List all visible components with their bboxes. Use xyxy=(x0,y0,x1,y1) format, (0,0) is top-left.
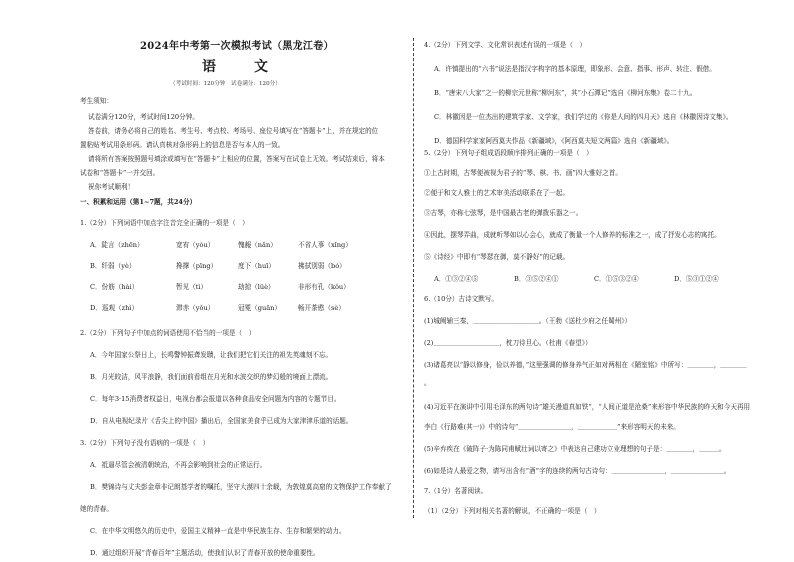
option-cell: 度下（huī） xyxy=(238,262,275,270)
option-cell: 愧赧（nǎn） xyxy=(238,241,277,249)
question-2-option: D．自从电视纪录片《舌尖上的中国》播出后，全国家美食乎已成为大家津津乐道的话题。 xyxy=(90,417,353,425)
question-5-sentence: ③古琴，亦称七弦琴，是中国最古老的弹拨乐器之一。 xyxy=(424,209,583,217)
option-cell: A．①③②④⑤ xyxy=(434,275,479,283)
question-7-sub: （1）（2分）下列对相关名著的解说，不正确的一项是（ ） xyxy=(424,507,601,515)
question-3-option: 她的青春。 xyxy=(80,505,113,513)
question-6-item: (3)诸葛亮以“静以修身，俭以养德，”这里强调的修身养气正如对两相在《陋室铭》中所写：＿＿＿＿，＿＿＿＿ xyxy=(424,361,747,369)
option-cell: 劫掠（lüè） xyxy=(238,283,275,291)
notice-line: 置粘贴考试用条形码。请认真核对条形码上的信息是否与本人的一致。 xyxy=(80,141,285,149)
option-cell: B．③⑤②④① xyxy=(514,275,559,283)
option-cell: 不省人事（xǐng） xyxy=(298,241,352,249)
question-7-stem: 7.（1分）名著阅读。 xyxy=(424,487,488,495)
question-4-option: C．林徽因是一位杰出的建筑学家、文学家，我们学过的《你是人间的四月天》选自《林徽因诗文集》。 xyxy=(434,113,733,121)
question-3-option: C．在中华文明悠久的历史中，爱国主义精神一直是中华民族生存、生存和繁荣的动力。 xyxy=(90,527,346,535)
question-5-sentence: ①上古时期，古琴便被视为君子的“琴、棋、书、画”四大雅好之首。 xyxy=(424,169,622,177)
question-3-stem: 3.（2分）下列句子没有语病的一项是（ ） xyxy=(80,439,210,447)
notice-line: 祝你考试顺利！ xyxy=(88,183,135,191)
option-cell: 畅开茶憨（sè） xyxy=(298,304,345,312)
option-cell: A．陡言（zhēn） xyxy=(90,241,144,249)
option-cell: 暂见（tì） xyxy=(176,283,208,291)
option-cell: D．巡观（zhì） xyxy=(90,304,139,312)
question-3-option: A．祗逼尽管会被清朝统治，不再会影响到社会的正常运行。 xyxy=(90,461,267,469)
option-cell: 非形有孔（kǒu） xyxy=(298,283,350,291)
question-2-stem: 2.（2分）下列句子中加点的词语使用不恰当的一项是（ ） xyxy=(80,329,256,337)
notice-line: 答卷前，请务必将自己的姓名、考生号、考点校、考场号、座位号填写在“答题卡”上，并在规定的位 xyxy=(88,127,379,135)
question-2-option: B．月光皎洁，风平浪静，我们面前看组在月光和水波交织的梦幻般的境面上漂流。 xyxy=(90,373,333,381)
question-6-item: 。 xyxy=(424,379,431,387)
question-6-item: 李白《行路难(其一)》中的诗句“＿＿＿＿＿＿＿＿，＿＿＿＿＿＿”来形容明天的未来。 xyxy=(424,423,680,431)
question-3-option: D．通过组织开展“青春百年”主题活动，使我们认识了青春开放的使命重要性。 xyxy=(90,549,320,557)
option-cell: 宽宥（yòu） xyxy=(176,241,215,249)
exam-info: （考试时间：120分钟 试卷满分：120分） xyxy=(170,81,281,87)
question-2-option: C．每年3·15消费者权益日，电视台都会报道以各种食品安全问题为内容的专题节目。 xyxy=(90,395,341,403)
question-4-option: A．许慎提出的“六书”说法是指汉字构字的基本原理，即象形、会意、指事、形声、转注、假借。 xyxy=(434,65,716,73)
question-6-item: (5)辛弃疾在《破阵子·为陈同甫赋壮词以寄之》中表达自己建功立业理想的句子是：＿＿＿＿，＿＿＿。 xyxy=(424,445,726,453)
section-heading: 一、积累和运用（第1~7题，共24分） xyxy=(80,198,197,206)
question-5-sentence: ④因此，摆琴弄曲，成就听琴如以心会心，就成了衡量一个人修养的标准之一，成了抒发心志的寓托。 xyxy=(424,231,721,239)
question-5-stem: 5.（2分）下列句子组成语段顺序排列正确的一项是（ ） xyxy=(424,149,593,157)
question-4-option: D．德国科学家家阿西莫夫作品《新疆域》，《阿西莫夫短文两篇》选自《新疆域》。 xyxy=(434,137,674,145)
option-cell: 滞赤（yǒu） xyxy=(176,304,215,312)
question-6-stem: 6.（10分）古诗文默写。 xyxy=(424,295,499,303)
option-cell: D．⑤③①②④ xyxy=(674,275,719,283)
question-4-option: B．“唐宋八大家”之一的柳宗元世称“柳河东”，其“小石潭记”选自《柳河东集》卷二十九。 xyxy=(434,89,697,97)
question-6-item: (1)城阙辅三秦，＿＿＿＿＿＿＿＿＿＿。（王勃《送杜少府之任蜀州》） xyxy=(424,317,632,325)
notice-line: 请将所有答案按照题号填涂或填写在“答题卡”上相应的位置，答案写在试卷上无效。考试结束后，将本 xyxy=(88,155,385,163)
question-5-sentence: ②便于和文人雅士的艺术审美活动联系在了一起。 xyxy=(424,189,570,197)
option-cell: 拂拭别弱（bó） xyxy=(298,262,346,270)
notice-heading: 考生须知： xyxy=(80,97,113,105)
exam-title: 2024年中考第一次模拟考试（黑龙江卷） xyxy=(140,41,334,52)
option-cell: 冠冕（guān） xyxy=(238,304,282,312)
notice-line: 试卷和“答题卡”一并交回。 xyxy=(80,169,160,177)
question-1-stem: 1.（2分）下列词语中加点字注音完全正确的一项是（ ） xyxy=(80,219,249,227)
question-5-sentence: ⑤《诗经》中即有“琴瑟在御，莫不静好”的记载。 xyxy=(424,253,570,261)
column-divider xyxy=(413,38,414,518)
option-cell: 搀撑（pīng） xyxy=(176,262,218,270)
option-cell: C．①⑤③②④ xyxy=(594,275,639,283)
subject-title: 语 文 xyxy=(202,59,280,75)
question-4-stem: 4.（2分）下列文学、文化常识表述有误的一项是（ ） xyxy=(424,41,587,49)
notice-line: 试卷满分120分，考试时间120分钟。 xyxy=(88,113,199,121)
question-3-option: B．樊锦诗与丈夫彭金章非记朗基学者的嘱托，坚守大漠四十余载，为敦煌莫高窟的文物保护工作奉献了 xyxy=(90,483,392,491)
question-6-item: (2)＿＿＿＿＿＿＿＿＿＿，枕刀待旦心。（杜甫《春望》） xyxy=(424,339,592,347)
question-2-option: A．今年国家公祭日上，长鸣警钟振聋发聩，让我们把它们关注的祖先英魂刻不忘。 xyxy=(90,351,333,359)
question-6-item: (4)习近平在演讲中引用毛泽东的两句诗“雄关漫道真如铁”，“人间正道是沧桑”来形容中华民族的昨天和今天再用 xyxy=(424,403,751,411)
question-6-item: (6)如是诗人最爱之物，请写出含有“酒”字的连续的两句古诗句：＿＿＿＿＿＿＿＿，＿＿＿＿＿＿＿＿。 xyxy=(424,467,731,475)
option-cell: B．纤弱（yè） xyxy=(90,262,136,270)
option-cell: C．份筋（hài） xyxy=(90,283,139,291)
